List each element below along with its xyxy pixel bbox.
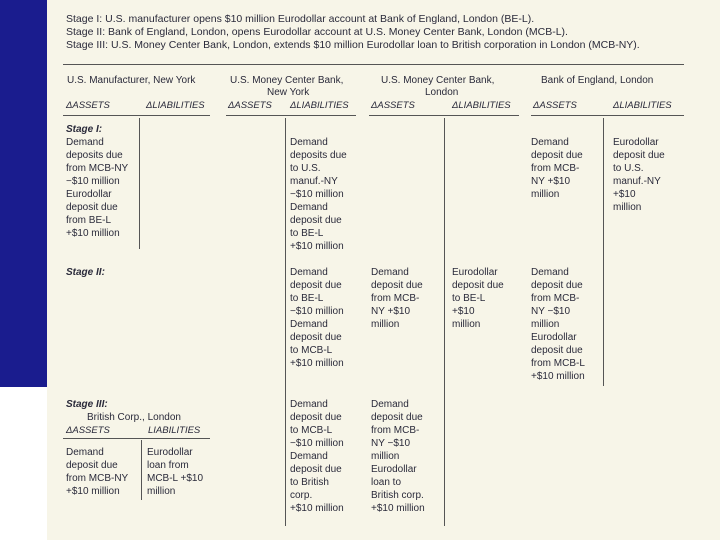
cell-line: +$10 million xyxy=(371,503,425,514)
cell-line: from MCB-NY xyxy=(66,163,129,174)
header-mcb-ny-line1: U.S. Money Center Bank, xyxy=(230,75,344,86)
underline-bel xyxy=(531,115,684,116)
col-mcbl-assets: ΔASSETS xyxy=(371,100,415,111)
header-mcb-l-line1: U.S. Money Center Bank, xyxy=(381,75,495,86)
cell-line: −$10 million xyxy=(290,189,344,200)
cell-line: deposit due xyxy=(371,412,423,423)
cell-line: deposit due xyxy=(613,150,665,161)
stage-2-label: Stage II: xyxy=(66,267,105,278)
cell-line: deposit due xyxy=(531,150,583,161)
cell-line: NY +$10 xyxy=(371,306,411,317)
cell-line: million xyxy=(371,451,400,462)
cell-line: deposit due xyxy=(290,215,342,226)
cell-line: manuf.-NY xyxy=(290,176,338,187)
cell-line: corp. xyxy=(290,490,313,501)
stage-1-label: Stage I: xyxy=(66,124,103,135)
cell-line: Demand xyxy=(371,267,409,278)
cell-line: −$10 million xyxy=(290,438,344,449)
cell-line: Eurodollar xyxy=(66,189,112,200)
cell-line: million xyxy=(147,486,176,497)
cell-line: deposit due xyxy=(290,332,342,343)
cell-line: deposit due xyxy=(531,280,583,291)
cell-line: from MCB-NY xyxy=(66,473,129,484)
cell-line: +$10 million xyxy=(66,486,120,497)
cell-line: to U.S. xyxy=(613,163,644,174)
t-line-bc xyxy=(141,440,142,500)
cell-line: to U.S. xyxy=(290,163,321,174)
cell-line: Demand xyxy=(66,137,104,148)
cell-line: Eurodollar xyxy=(613,137,659,148)
cell-line: from MCB- xyxy=(371,425,420,436)
cell-line: British corp. xyxy=(371,490,424,501)
cell-line: deposit due xyxy=(290,464,342,475)
col-bc-assets: ΔASSETS xyxy=(66,425,110,436)
t-line-mcbl xyxy=(444,118,445,526)
underline-mcbny xyxy=(226,115,356,116)
cell-line: MCB-L +$10 xyxy=(147,473,204,484)
t-line-bel xyxy=(603,118,604,386)
cell-line: +$10 million xyxy=(531,371,585,382)
cell-line: to MCB-L xyxy=(290,425,333,436)
cell-line: +$10 million xyxy=(290,358,344,369)
underline-mcbl xyxy=(369,115,519,116)
cell-line: Demand xyxy=(290,137,328,148)
stage-2-description: Stage II: Bank of England, London, opens Eurodollar account at U.S. Money Center Bank, London (MCB-L). xyxy=(66,26,568,38)
cell-line: +$10 million xyxy=(290,241,344,252)
underline-bc xyxy=(63,438,210,439)
cell-line: deposit due xyxy=(452,280,504,291)
stage-1-description: Stage I: U.S. manufacturer opens $10 million Eurodollar account at Bank of England, London (BE-L). xyxy=(66,13,535,25)
cell-line: NY −$10 xyxy=(371,438,411,449)
cell-line: Demand xyxy=(290,202,328,213)
col-bel-assets: ΔASSETS xyxy=(533,100,577,111)
cell-line: deposit due xyxy=(66,460,118,471)
header-mcb-l-line2: London xyxy=(425,87,459,98)
cell-line: loan to xyxy=(371,477,402,488)
cell-line: +$10 xyxy=(613,189,636,200)
cell-line: from BE-L xyxy=(66,215,112,226)
cell-line: deposits due xyxy=(66,150,123,161)
cell-line: deposit due xyxy=(290,412,342,423)
cell-line: −$10 million xyxy=(66,176,120,187)
cell-line: deposits due xyxy=(290,150,347,161)
col-us-assets: ΔASSETS xyxy=(66,100,110,111)
cell-line: from MCB- xyxy=(371,293,420,304)
slide-sidebar-bar xyxy=(0,0,47,387)
underline-us xyxy=(63,115,210,116)
cell-line: Demand xyxy=(531,267,569,278)
cell-line: from MCB- xyxy=(531,293,580,304)
cell-line: +$10 million xyxy=(290,503,344,514)
cell-line: Demand xyxy=(290,399,328,410)
cell-line: Eurodollar xyxy=(452,267,498,278)
cell-line: Demand xyxy=(371,399,409,410)
cell-line: Eurodollar xyxy=(371,464,417,475)
cell-line: million xyxy=(531,189,560,200)
cell-line: to BE-L xyxy=(452,293,486,304)
cell-line: NY +$10 xyxy=(531,176,571,187)
cell-line: million xyxy=(452,319,481,330)
col-us-liabilities: ΔLIABILITIES xyxy=(146,100,205,111)
cell-line: million xyxy=(613,202,642,213)
cell-line: million xyxy=(371,319,400,330)
col-bel-liabilities: ΔLIABILITIES xyxy=(613,100,672,111)
col-mcbny-assets: ΔASSETS xyxy=(228,100,272,111)
cell-line: NY −$10 xyxy=(531,306,571,317)
document-page xyxy=(47,0,720,540)
cell-line: deposit due xyxy=(531,345,583,356)
cell-line: Eurodollar xyxy=(147,447,193,458)
col-bc-liabilities: LIABILITIES xyxy=(148,425,201,436)
cell-line: to BE-L xyxy=(290,293,324,304)
stage-3-label: Stage III: xyxy=(66,399,108,410)
cell-line: deposit due xyxy=(66,202,118,213)
cell-line: deposit due xyxy=(371,280,423,291)
cell-line: deposit due xyxy=(290,280,342,291)
cell-line: to BE-L xyxy=(290,228,324,239)
top-rule xyxy=(63,64,684,65)
cell-line: manuf.-NY xyxy=(613,176,661,187)
col-mcbl-liabilities: ΔLIABILITIES xyxy=(452,100,511,111)
cell-line: +$10 xyxy=(452,306,475,317)
t-line-us xyxy=(139,118,140,249)
t-line-mcbny xyxy=(285,118,286,526)
cell-line: −$10 million xyxy=(290,306,344,317)
cell-line: from MCB-L xyxy=(531,358,585,369)
header-us-manufacturer: U.S. Manufacturer, New York xyxy=(67,75,196,86)
cell-line: Eurodollar xyxy=(531,332,577,343)
cell-line: loan from xyxy=(147,460,189,471)
stage-3-description: Stage III: U.S. Money Center Bank, London, extends $10 million Eurodollar loan to British corporation in London (MCB-NY). xyxy=(66,39,640,51)
header-bank-of-england: Bank of England, London xyxy=(541,75,654,86)
cell-line: Demand xyxy=(66,447,104,458)
cell-line: Demand xyxy=(290,451,328,462)
cell-line: to British xyxy=(290,477,329,488)
cell-line: from MCB- xyxy=(531,163,580,174)
header-mcb-ny-line2: New York xyxy=(267,87,310,98)
col-mcbny-liabilities: ΔLIABILITIES xyxy=(290,100,349,111)
cell-line: Demand xyxy=(531,137,569,148)
cell-line: Demand xyxy=(290,267,328,278)
cell-line: million xyxy=(531,319,560,330)
cell-line: Demand xyxy=(290,319,328,330)
cell-line: +$10 million xyxy=(66,228,120,239)
british-corp-header: British Corp., London xyxy=(87,412,181,423)
cell-line: to MCB-L xyxy=(290,345,333,356)
